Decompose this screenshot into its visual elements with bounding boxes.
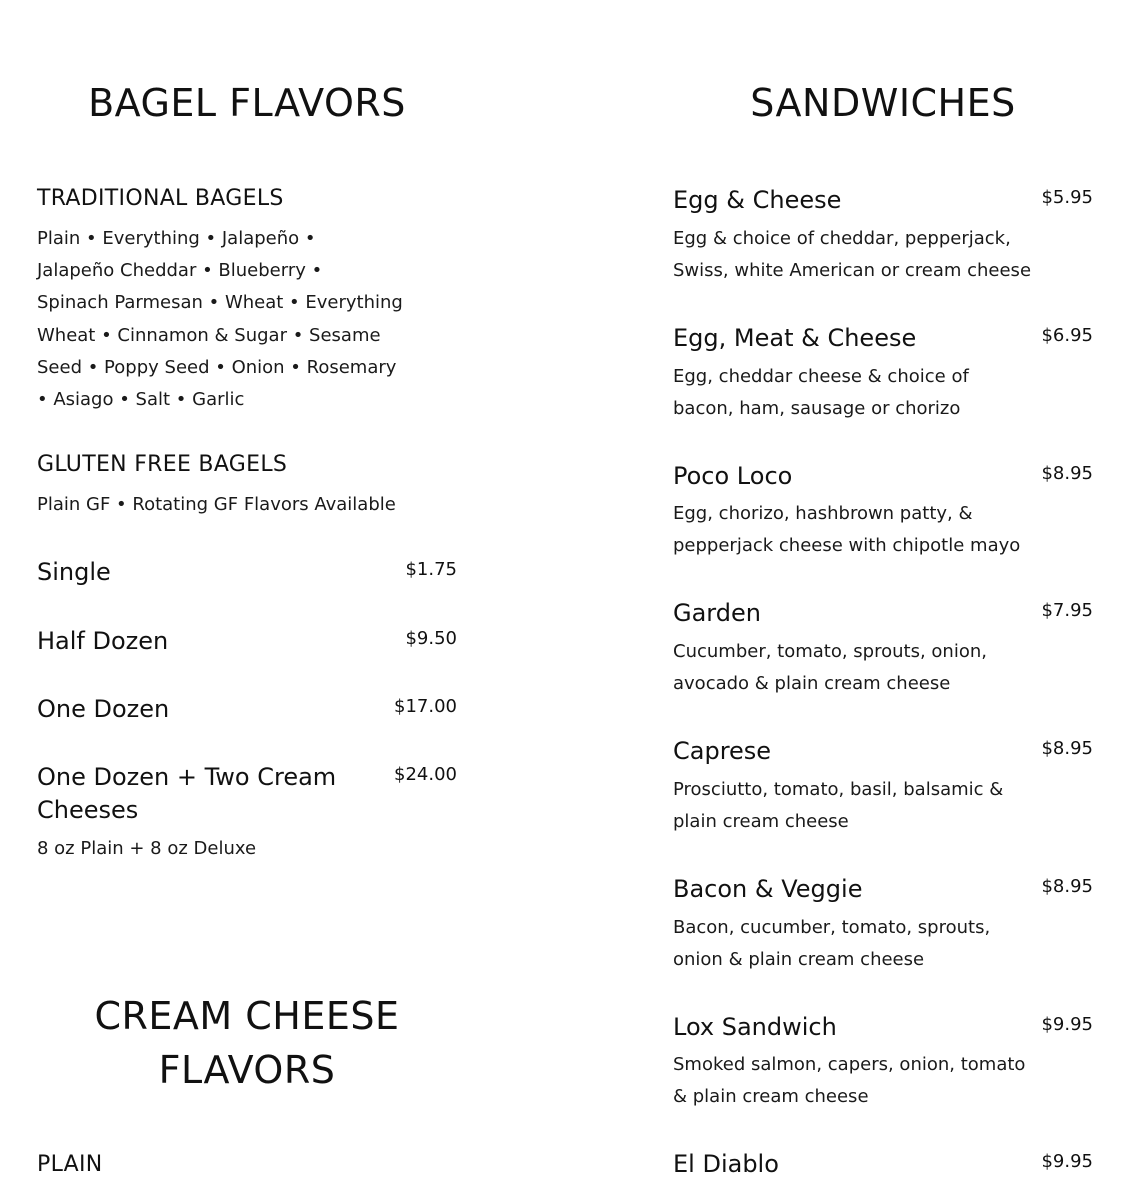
item-name-line1: One Dozen + Two Cream [37, 763, 337, 791]
menu-item-dozen-cream-cheeses [37, 761, 457, 827]
sandwiches-title: SANDWICHES [750, 81, 1016, 125]
item-name: Lox Sandwich [673, 1013, 837, 1041]
description-line: avocado & plain cream cheese [673, 673, 951, 695]
item-price: $8.95 [1041, 876, 1093, 897]
bagel-flavors-title: BAGEL FLAVORS [88, 81, 406, 125]
item-price: $24.00 [394, 764, 457, 785]
traditional-line: • Asiago • Salt • Garlic [37, 389, 245, 411]
description-line: bacon, ham, sausage or chorizo [673, 398, 961, 420]
description-line: plain cream cheese [673, 811, 849, 833]
description-line: Swiss, white American or cream cheese [673, 260, 1032, 282]
item-price: $8.95 [1041, 463, 1093, 484]
item-description [673, 223, 1031, 287]
description-line: Smoked salmon, capers, onion, tomato [673, 1054, 1026, 1075]
item-name: One Dozen [37, 695, 170, 723]
item-name: Poco Loco [673, 462, 793, 490]
item-name: El Diablo [673, 1150, 779, 1178]
menu-item-bacon-veggie [673, 873, 1093, 906]
item-description [673, 1049, 1025, 1113]
traditional-line: Wheat • Cinnamon & Sugar • Sesame [37, 324, 381, 346]
item-name: Bacon & Veggie [673, 875, 863, 903]
item-description [673, 498, 1020, 562]
cream-cheese-title [37, 989, 457, 1097]
description-line: Egg, cheddar cheese & choice of [673, 366, 969, 387]
gluten-free-text: Plain GF • Rotating GF Flavors Available [37, 494, 396, 515]
description-line: Cucumber, tomato, sprouts, onion, [673, 641, 987, 662]
description-line: Prosciutto, tomato, basil, balsamic & [673, 779, 1004, 800]
menu-item-half-dozen [37, 625, 457, 658]
item-description [673, 361, 969, 425]
description-line: Egg, chorizo, hashbrown patty, & [673, 503, 973, 524]
item-price: $9.95 [1041, 1014, 1093, 1035]
item-price: $6.95 [1041, 325, 1093, 346]
item-price: $9.50 [405, 628, 457, 649]
item-description [673, 912, 990, 976]
menu-item-egg-cheese [673, 184, 1093, 217]
menu-item-el-diablo [673, 1148, 1093, 1181]
item-price: $8.95 [1041, 738, 1093, 759]
traditional-line: Jalapeño Cheddar • Blueberry • [37, 260, 323, 282]
item-price: $7.95 [1041, 600, 1093, 621]
item-name: Single [37, 558, 111, 586]
menu-item-poco-loco [673, 460, 1093, 493]
item-description: 8 oz Plain + 8 oz Deluxe [37, 838, 257, 859]
item-price: $9.95 [1041, 1151, 1093, 1172]
description-line: pepperjack cheese with chipotle mayo [673, 535, 1021, 557]
description-line: & plain cream cheese [673, 1086, 869, 1108]
item-name: Garden [673, 599, 761, 627]
traditional-bagels-heading: TRADITIONAL BAGELS [37, 186, 284, 211]
item-price: $5.95 [1041, 187, 1093, 208]
cream-cheese-plain-heading: PLAIN [37, 1152, 103, 1177]
menu-item-single [37, 556, 457, 589]
item-name: Half Dozen [37, 627, 169, 655]
menu-item-garden [673, 597, 1093, 630]
item-name: Caprese [673, 737, 772, 765]
item-name: Egg, Meat & Cheese [673, 324, 917, 352]
cream-cheese-title-line1: CREAM CHEESE [94, 994, 400, 1038]
traditional-line: Seed • Poppy Seed • Onion • Rosemary [37, 356, 397, 378]
item-name: Egg & Cheese [673, 186, 842, 214]
item-price: $1.75 [405, 559, 457, 580]
item-description [673, 774, 1003, 838]
description-line: Bacon, cucumber, tomato, sprouts, [673, 917, 991, 938]
traditional-line: Plain • Everything • Jalapeño • [37, 228, 316, 249]
item-name [37, 761, 336, 827]
gluten-free-heading: GLUTEN FREE BAGELS [37, 452, 288, 477]
menu-item-caprese [673, 735, 1093, 768]
description-line: onion & plain cream cheese [673, 949, 925, 971]
menu-item-one-dozen [37, 693, 457, 726]
item-description [673, 636, 987, 700]
traditional-line: Spinach Parmesan • Wheat • Everything [37, 292, 403, 314]
item-price: $17.00 [394, 696, 457, 717]
cream-cheese-title-line2: FLAVORS [158, 1048, 336, 1092]
description-line: Egg & choice of cheddar, pepperjack, [673, 228, 1011, 249]
item-name-line2: Cheeses [37, 796, 139, 824]
menu-item-lox-sandwich [673, 1011, 1093, 1044]
menu-item-egg-meat-cheese [673, 322, 1093, 355]
traditional-bagels-list [37, 223, 403, 416]
